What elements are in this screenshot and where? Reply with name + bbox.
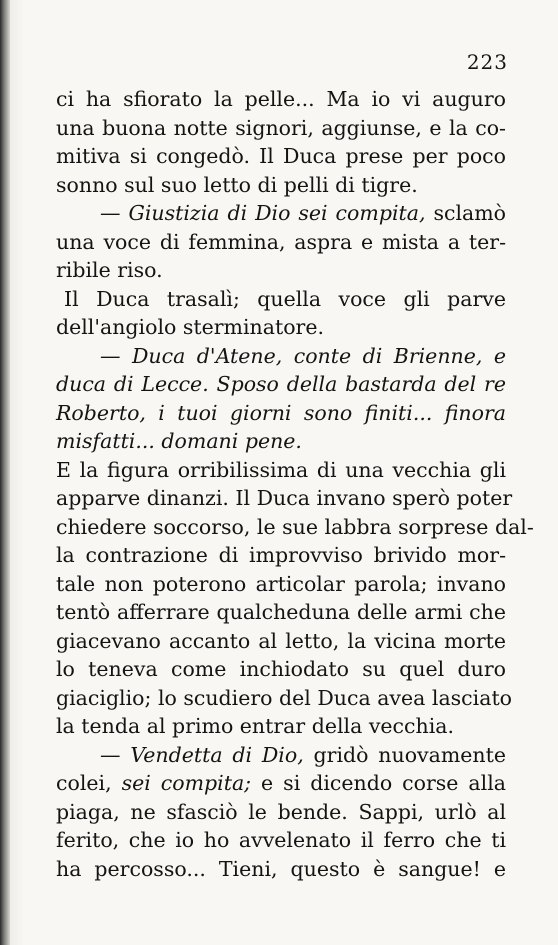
text-line: duca di Lecce. Sposo della bastarda del re	[56, 372, 506, 396]
text-line: la tenda al primo entrar della vecchia.	[56, 714, 454, 738]
text-line: — Giustizia di Dio sei compita, sclamò	[100, 201, 507, 225]
binding-shadow	[0, 0, 10, 945]
text-line: sonno sul suo letto di pelli di tigre.	[56, 172, 418, 197]
body-text	[56, 85, 534, 883]
text-line: giacevano accanto al letto, la vicina morte	[56, 628, 506, 653]
text-line: piaga, ne sfasciò le bende. Sappi, urlò al	[56, 799, 506, 824]
text-line: mitiva si congedò. Il Duca prese per poco	[56, 144, 506, 168]
text-line: — Duca d'Atene, conte di Brienne, e	[100, 343, 506, 368]
text-line: ferito, che io ho avvelenato il ferro che ti	[56, 828, 506, 852]
text-line: una buona notte signori, aggiunse, e la co-	[56, 115, 506, 140]
text-line: tale non poterono articolar parola; invano	[56, 571, 506, 596]
text-line: chiedere soccorso, le sue labbra sorprese dal-	[56, 514, 534, 539]
text-line: apparve dinanzi. Il Duca invano sperò poter	[56, 486, 513, 510]
text-line: ci ha sfiorato la pelle... Ma io vi auguro	[56, 87, 506, 111]
text-line: Roberto, i tuoi giorni sono finiti... finora	[56, 400, 506, 425]
text-line: giaciglio; lo scudiero del Duca avea lasciato	[56, 685, 513, 710]
text-line: misfatti... domani pene.	[56, 429, 302, 453]
text-line: Il Duca trasalì; quella voce gli parve	[64, 286, 506, 311]
text-line: — Vendetta di Dio, gridò nuovamente	[100, 742, 506, 767]
text-line: tentò afferrare qualcheduna delle armi che	[56, 600, 506, 624]
text-line: la contrazione di improvviso brivido mor-	[56, 543, 506, 567]
text-line: una voce di femmina, aspra e mista a ter-	[56, 229, 506, 254]
text-line: E la figura orribilissima di una vecchia gli	[56, 457, 506, 482]
page-number: 223	[466, 50, 508, 74]
text-line: dell'angiolo sterminatore.	[56, 315, 325, 339]
text-line: colei, sei compita; e si dicendo corse alla	[56, 771, 506, 795]
text-line: ha percosso... Tieni, questo è sangue! e	[56, 856, 506, 881]
text-line: ribile riso.	[56, 258, 163, 282]
text-line: lo teneva come inchiodato su quel duro	[56, 657, 506, 681]
